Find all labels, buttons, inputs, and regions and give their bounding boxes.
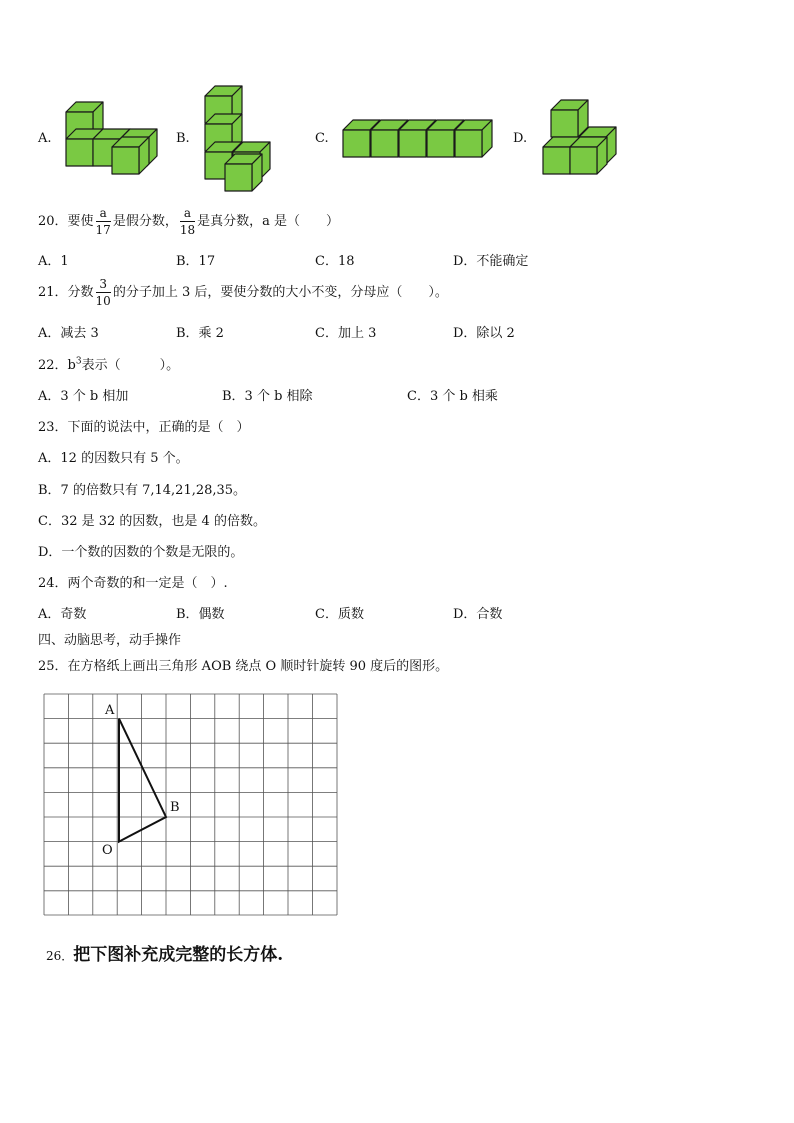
cube-front-face [225, 164, 252, 191]
q20-stem: 20．要使 $\frac{a}{17}$ 是假分数， $\frac{a}{18}$ 是真分数，a 是（ ） [38, 206, 340, 237]
q25-stem: 25．在方格纸上画出三角形 AOB 绕点 O 顺时针旋转 90 度后的图形。 [38, 659, 449, 674]
q21-option-b: B．乘 2 [176, 326, 224, 341]
q20-option-a: A．1 [38, 254, 69, 269]
cube-front-face [455, 130, 482, 157]
q20-option-c: C．18 [315, 254, 355, 269]
q19-option-c-label: C. [315, 131, 329, 146]
section-heading: 四、动脑思考，动手操作 [38, 633, 182, 648]
q24-stem: 24．两个奇数的和一定是（ ）. [38, 576, 228, 591]
q22-option-b: B．3 个 b 相除 [222, 389, 313, 404]
q24-option-c: C．质数 [315, 607, 364, 622]
cube-front-face [66, 139, 93, 166]
fraction-3-over-10: $\frac{3}{10}$ [95, 277, 111, 308]
cube-front-face [570, 147, 597, 174]
q21-stem: 21．分数 $\frac{3}{10}$ 的分子加上 3 后，要使分数的大小不变，分母应（ ）。 [38, 277, 448, 308]
grid-figure [40, 690, 340, 920]
grid-lines [44, 694, 337, 915]
q23-stem: 23．下面的说法中，正确的是（ ） [38, 420, 250, 435]
q19-option-d-label: D. [513, 131, 528, 146]
cube-front-face [343, 130, 370, 157]
q21-option-d: D．除以 2 [453, 326, 515, 341]
cube-front-face [399, 130, 426, 157]
q24-option-a: A．奇数 [38, 607, 87, 622]
cube-front-face [543, 147, 570, 174]
q22-stem: 22．$b^3$表示（ ）。 [38, 356, 180, 373]
q20-option-b: B．17 [176, 254, 216, 269]
cube-figures [0, 0, 794, 200]
point-a-label: A [105, 703, 115, 718]
q20-option-d: D．不能确定 [453, 254, 529, 269]
q21-option-c: C．加上 3 [315, 326, 377, 341]
cube-front-face [551, 110, 578, 137]
q22-option-c: C．3 个 b 相乘 [407, 389, 498, 404]
q21-option-a: A．减去 3 [38, 326, 99, 341]
fraction-a-over-17: $\frac{a}{17}$ [95, 206, 111, 237]
q19-option-a-label: A. [38, 131, 52, 146]
q23-option-d: D．一个数的因数的个数是无限的。 [38, 545, 244, 560]
triangle-aob [119, 719, 166, 842]
q24-option-b: B．偶数 [176, 607, 225, 622]
q23-option-b: B．7 的倍数只有 7,14,21,28,35。 [38, 483, 247, 498]
point-o-label: O [102, 843, 113, 858]
fraction-a-over-18: $\frac{a}{18}$ [179, 206, 196, 237]
q24-option-d: D．合数 [453, 607, 503, 622]
q26-stem: 26．把下图补充成完整的长方体. [46, 945, 284, 965]
q23-option-a: A．12 的因数只有 5 个。 [38, 451, 189, 466]
point-b-label: B [170, 800, 180, 815]
cube-front-face [112, 147, 139, 174]
q23-option-c: C．32 是 32 的因数，也是 4 的倍数。 [38, 514, 266, 529]
cube-front-face [371, 130, 398, 157]
q19-option-b-label: B. [176, 131, 190, 146]
q22-option-a: A．3 个 b 相加 [38, 389, 129, 404]
cube-front-face [427, 130, 454, 157]
